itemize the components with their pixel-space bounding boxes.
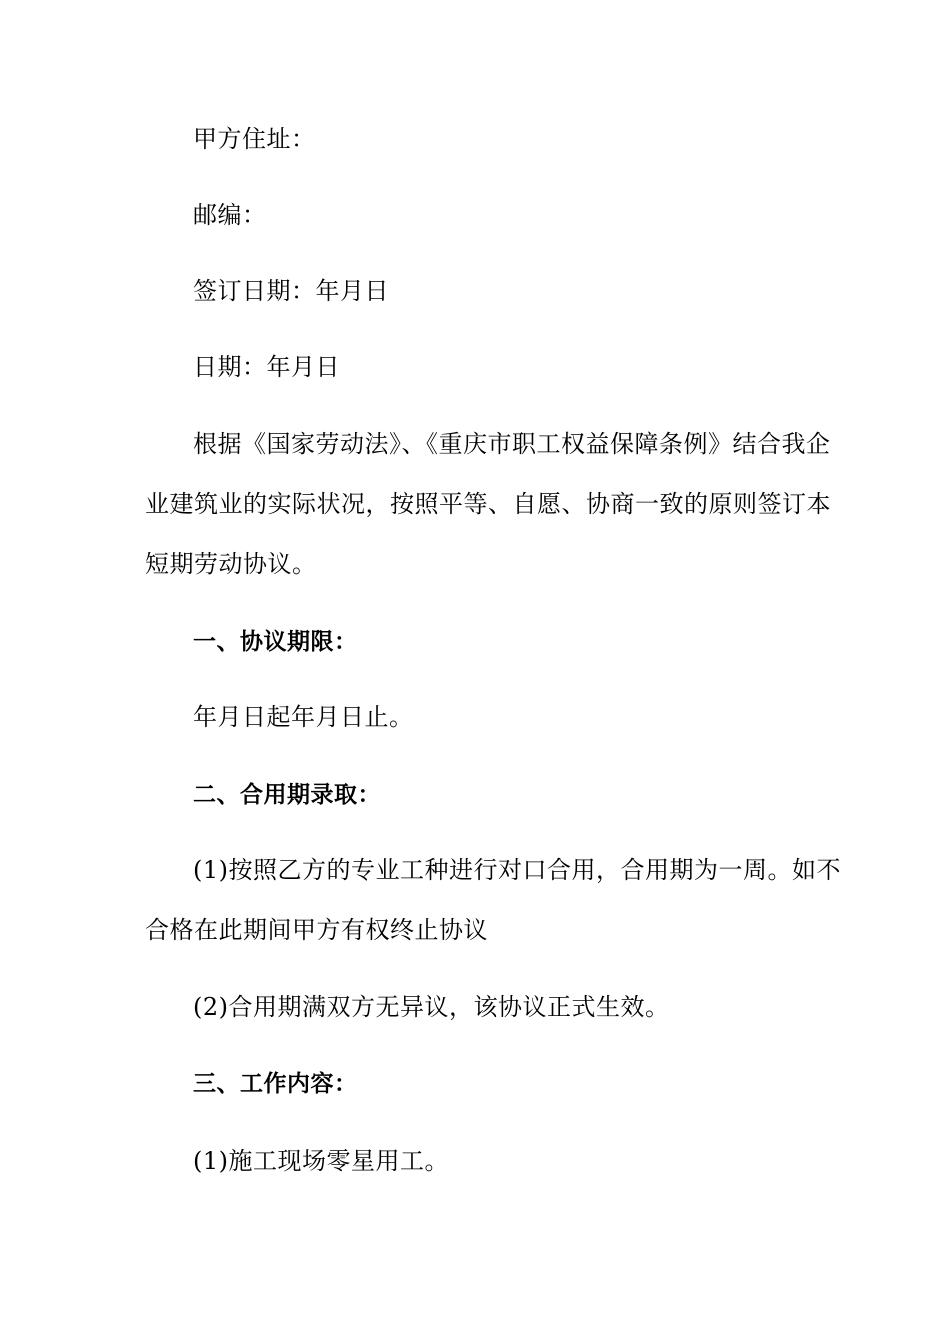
section-3-heading: 三、工作内容： [193,1071,358,1097]
sign-date-line: 签订日期：年月日 [193,277,389,305]
section-2-item-2: (2)合用期满双方无异议，该协议正式生效。 [193,993,670,1021]
section-3-item-1: (1)施工现场零星用工。 [193,1147,449,1175]
section-1-heading: 一、协议期限： [193,629,358,655]
intro-paragraph-line-1: 根据《国家劳动法》、《重庆市职工权益保障条例》结合我企 [193,430,831,458]
date-line: 日期：年月日 [193,353,340,381]
section-2-item-1-line-1: (1)按照乙方的专业工种进行对口合用，合用期为一周。如不 [193,856,841,884]
section-2-heading: 二、合用期录取： [193,782,381,808]
postcode-label: 邮编： [193,201,267,229]
intro-paragraph-line-3: 短期劳动协议。 [145,550,317,578]
intro-paragraph-line-2: 业建筑业的实际状况，按照平等、自愿、协商一致的原则签订本 [145,490,831,518]
section-2-item-1-line-2: 合格在此期间甲方有权终止协议 [145,916,488,944]
section-1-text: 年月日起年月日止。 [193,703,414,731]
party-a-address-label: 甲方住址： [193,125,316,153]
